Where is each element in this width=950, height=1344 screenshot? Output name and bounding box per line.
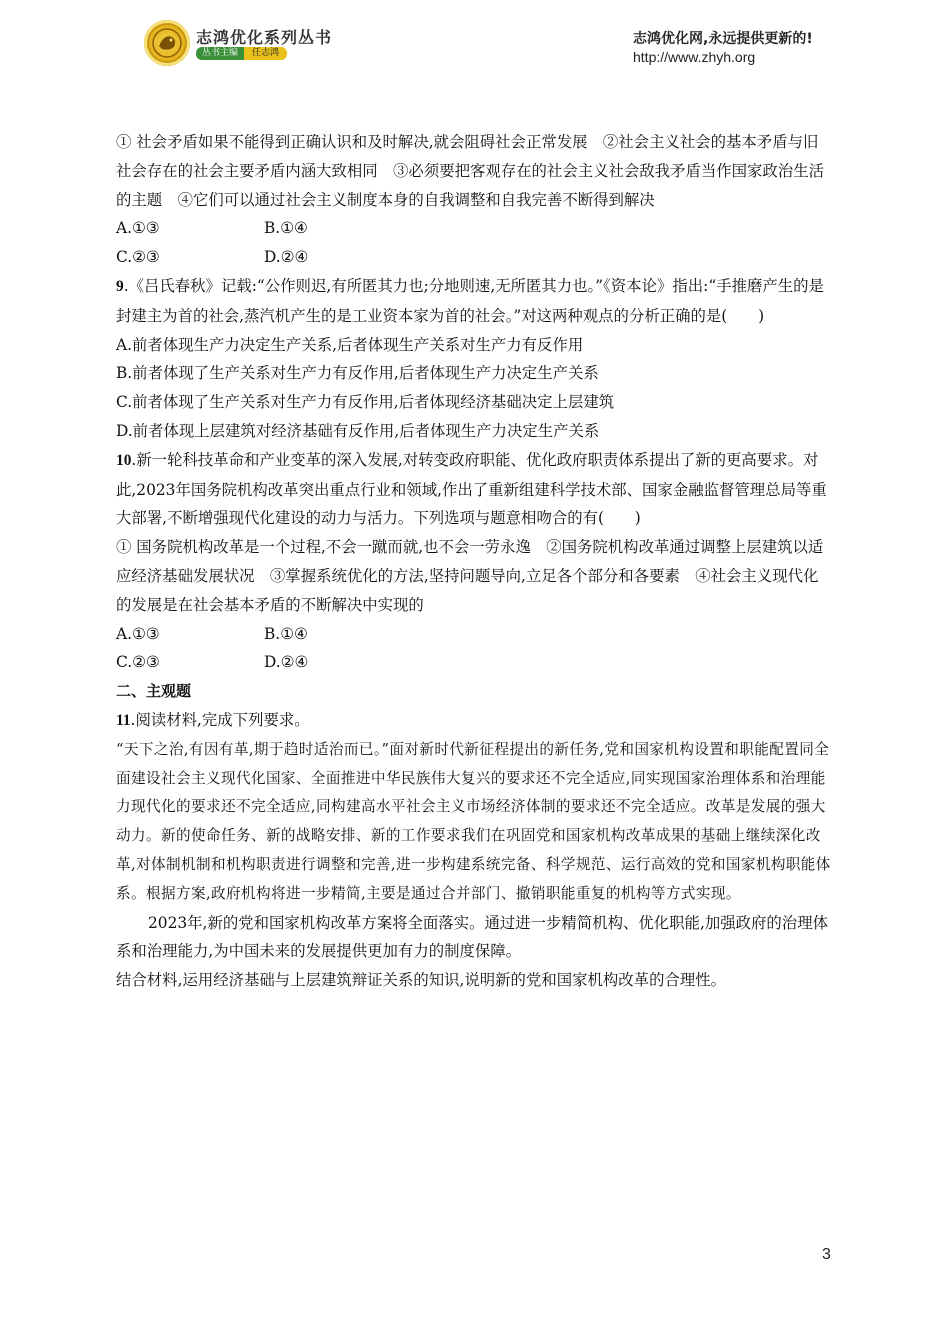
q9-option-a: A.前者体现生产力决定生产关系,后者体现生产关系对生产力有反作用 (116, 335, 584, 354)
q10-stem-text: .新一轮科技革命和产业变革的深入发展,对转变政府职能、优化政府职责体系提出了新的更高要求。对此,2023年国务院机构改革突出重点行业和领域,作出了重新组建科学技术部、国家金融监督管理总局等重大部署,不断增强现代化建设的动力与活力。下列选项与题意相吻合的有( ) (116, 450, 827, 528)
q10-options-row-2 (116, 648, 832, 677)
q10-option-d: D.②④ (264, 653, 309, 672)
q8-statements: ① 社会矛盾如果不能得到正确认识和及时解决,就会阻碍社会正常发展 ②社会主义社会的基本矛盾与旧社会存在的社会主要矛盾内涵大致相同 ③必须要把客观存在的社会主义社会敌我矛盾当作国家政治生活的主题 ④它们可以通过社会主义制度本身的自我调整和自我完善不断得到解决 (116, 133, 824, 209)
page-number: 3 (822, 1246, 831, 1263)
q11-number: 11 (116, 711, 131, 729)
series-title: 志鸿优化系列丛书 (196, 28, 333, 47)
q8-option-d: D.②④ (264, 248, 309, 267)
site-url[interactable]: http://www.zhyh.org (633, 49, 756, 65)
q8-option-c: C.②③ (116, 248, 160, 267)
q10-option-a: A.①③ (116, 624, 160, 643)
q11-stem-text: .阅读材料,完成下列要求。 (130, 710, 310, 729)
q11-requirement: 结合材料,运用经济基础与上层建筑辩证关系的知识,说明新的党和国家机构改革的合理性。 (116, 971, 727, 990)
editor-badge (196, 47, 287, 60)
q10-stem (116, 446, 832, 533)
q11-material-paragraph-2: 2023年,新的党和国家机构改革方案将全面落实。通过进一步精简机构、优化职能,加强政府的治理体系和治理能力,为中国未来的发展提供更加有力的制度保障。 (116, 913, 828, 961)
page-header (0, 0, 950, 80)
q9-stem-text: .《吕氏春秋》记载:“公作则迟,有所匿其力也;分地则速,无所匿其力也。”《资本论》指出:“手推磨产生的是封建主为首的社会,蒸汽机产生的是工业资本家为首的社会。”对这两种观点的分析正确的是( ) (116, 276, 824, 325)
q9-option-d: D.前者体现上层建筑对经济基础有反作用,后者体现生产力决定生产关系 (116, 421, 600, 440)
q8-option-a: A.①③ (116, 219, 160, 238)
page-content (116, 128, 832, 995)
q11-stem (116, 706, 832, 736)
q10-option-b: B.①④ (264, 624, 308, 643)
section-title-subjective: 二、主观题 (116, 682, 192, 701)
q11-material-paragraph-1: “天下之治,有因有革,期于趋时适治而已。”面对新时代新征程提出的新任务,党和国家机构设置和职能配置同全面建设社会主义现代化国家、全面推进中华民族伟大复兴的要求还不完全适应,同实现国家治理体系和治理能力现代化的要求还不完全适应,同构建高水平社会主义市场经济体制的要求还不完全适应。改革是发展的强大动力。新的使命任务、新的战略安排、新的工作要求我们在巩固党和国家机构改革成果的基础上继续深化改革,对体制机制和机构职责进行调整和完善,进一步构建系统完备、科学规范、运行高效的党和国家机构职能体系。根据方案,政府机构将进一步精简,主要是通过合并部门、撤销职能重复的机构等方式实现。 (116, 740, 831, 902)
site-slogan: 志鸿优化网,永远提供更新的! (633, 31, 813, 47)
editor-label: 丛书主编 (196, 47, 244, 60)
q8-option-b: B.①④ (264, 219, 308, 238)
q10-statements: ① 国务院机构改革是一个过程,不会一蹴而就,也不会一劳永逸 ②国务院机构改革通过调整上层建筑以适应经济基础发展状况 ③掌握系统优化的方法,坚持问题导向,立足各个部分和各要素 ④社会主义现代化的发展是在社会基本矛盾的不断解决中实现的 (116, 538, 824, 614)
q9-option-b: B.前者体现了生产关系对生产力有反作用,后者体现生产力决定生产关系 (116, 364, 599, 383)
q10-options-row-1 (116, 620, 832, 649)
q8-options-row-1 (116, 214, 832, 243)
editor-name: 任志鸿 (244, 47, 287, 60)
q9-stem (116, 272, 832, 331)
q10-number: 10 (116, 451, 132, 469)
seal-logo-icon (144, 20, 190, 66)
q10-option-c: C.②③ (116, 653, 160, 672)
q9-option-c: C.前者体现了生产关系对生产力有反作用,后者体现经济基础决定上层建筑 (116, 393, 615, 412)
q9-number: 9 (116, 277, 124, 295)
q8-options-row-2 (116, 243, 832, 272)
